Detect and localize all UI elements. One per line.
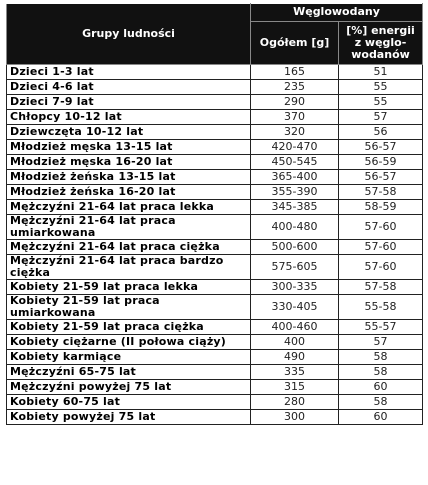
cell-population-group: Dzieci 1-3 lat <box>7 65 251 80</box>
cell-population-group: Młodzież męska 16-20 lat <box>7 155 251 170</box>
table-row <box>7 200 423 215</box>
cell-total-grams: 345-385 <box>251 200 339 215</box>
cell-population-group: Chłopcy 10-12 lat <box>7 110 251 125</box>
header-energy-percent: [%] energii z węglo-wodanów <box>339 21 423 64</box>
cell-energy-percent: 58 <box>339 365 423 380</box>
cell-total-grams: 280 <box>251 395 339 410</box>
cell-population-group: Mężczyźni powyżej 75 lat <box>7 380 251 395</box>
cell-population-group: Kobiety 21-59 lat praca ciężka <box>7 320 251 335</box>
cell-energy-percent: 58-59 <box>339 200 423 215</box>
cell-total-grams: 575-605 <box>251 255 339 280</box>
cell-total-grams: 400 <box>251 335 339 350</box>
cell-energy-percent: 57-58 <box>339 280 423 295</box>
cell-population-group: Kobiety ciężarne (II połowa ciąży) <box>7 335 251 350</box>
cell-energy-percent: 57-60 <box>339 240 423 255</box>
cell-energy-percent: 55 <box>339 80 423 95</box>
cell-energy-percent: 56-59 <box>339 155 423 170</box>
cell-population-group: Kobiety powyżej 75 lat <box>7 410 251 425</box>
cell-total-grams: 300 <box>251 410 339 425</box>
cell-population-group: Mężczyźni 21-64 lat praca ciężka <box>7 240 251 255</box>
cell-total-grams: 235 <box>251 80 339 95</box>
cell-energy-percent: 57 <box>339 110 423 125</box>
cell-population-group: Kobiety 21-59 lat praca lekka <box>7 280 251 295</box>
table-row <box>7 65 423 80</box>
header-carbohydrates: Węglowodany <box>251 4 423 22</box>
table-row <box>7 365 423 380</box>
cell-total-grams: 400-460 <box>251 320 339 335</box>
cell-population-group: Mężczyźni 21-64 lat praca umiarkowana <box>7 215 251 240</box>
table-body <box>7 65 423 425</box>
table-row <box>7 140 423 155</box>
cell-energy-percent: 58 <box>339 350 423 365</box>
table-row <box>7 295 423 320</box>
cell-total-grams: 165 <box>251 65 339 80</box>
cell-total-grams: 335 <box>251 365 339 380</box>
table-row <box>7 95 423 110</box>
table-row <box>7 155 423 170</box>
cell-population-group: Młodzież męska 13-15 lat <box>7 140 251 155</box>
table-row <box>7 410 423 425</box>
table-row <box>7 255 423 280</box>
cell-total-grams: 420-470 <box>251 140 339 155</box>
cell-total-grams: 365-400 <box>251 170 339 185</box>
cell-total-grams: 450-545 <box>251 155 339 170</box>
cell-energy-percent: 57 <box>339 335 423 350</box>
cell-energy-percent: 57-58 <box>339 185 423 200</box>
cell-total-grams: 315 <box>251 380 339 395</box>
cell-population-group: Dzieci 4-6 lat <box>7 80 251 95</box>
header-total-grams: Ogółem [g] <box>251 21 339 64</box>
table-row <box>7 185 423 200</box>
cell-energy-percent: 55-58 <box>339 295 423 320</box>
cell-total-grams: 370 <box>251 110 339 125</box>
cell-energy-percent: 60 <box>339 380 423 395</box>
table-row <box>7 280 423 295</box>
carbohydrate-norms-table <box>6 3 423 425</box>
table-row <box>7 335 423 350</box>
cell-population-group: Mężczyźni 21-64 lat praca lekka <box>7 200 251 215</box>
cell-total-grams: 290 <box>251 95 339 110</box>
cell-energy-percent: 57-60 <box>339 255 423 280</box>
cell-population-group: Mężczyźni 65-75 lat <box>7 365 251 380</box>
cell-total-grams: 500-600 <box>251 240 339 255</box>
cell-population-group: Dziewczęta 10-12 lat <box>7 125 251 140</box>
cell-energy-percent: 51 <box>339 65 423 80</box>
cell-energy-percent: 56-57 <box>339 140 423 155</box>
table-row <box>7 380 423 395</box>
table-row <box>7 170 423 185</box>
cell-energy-percent: 56-57 <box>339 170 423 185</box>
cell-energy-percent: 57-60 <box>339 215 423 240</box>
cell-population-group: Kobiety karmiące <box>7 350 251 365</box>
cell-total-grams: 355-390 <box>251 185 339 200</box>
table-row <box>7 125 423 140</box>
header-population-groups: Grupy ludności <box>7 4 251 65</box>
cell-energy-percent: 55 <box>339 95 423 110</box>
table-row <box>7 395 423 410</box>
table-row <box>7 110 423 125</box>
cell-energy-percent: 60 <box>339 410 423 425</box>
cell-total-grams: 300-335 <box>251 280 339 295</box>
cell-population-group: Kobiety 21-59 lat praca umiarkowana <box>7 295 251 320</box>
table-row <box>7 215 423 240</box>
cell-total-grams: 330-405 <box>251 295 339 320</box>
table-header <box>7 4 423 65</box>
cell-total-grams: 400-480 <box>251 215 339 240</box>
table-row <box>7 320 423 335</box>
cell-energy-percent: 58 <box>339 395 423 410</box>
cell-population-group: Młodzież żeńska 13-15 lat <box>7 170 251 185</box>
cell-population-group: Dzieci 7-9 lat <box>7 95 251 110</box>
cell-population-group: Młodzież żeńska 16-20 lat <box>7 185 251 200</box>
cell-total-grams: 490 <box>251 350 339 365</box>
cell-population-group: Kobiety 60-75 lat <box>7 395 251 410</box>
cell-total-grams: 320 <box>251 125 339 140</box>
cell-population-group: Mężczyźni 21-64 lat praca bardzo ciężka <box>7 255 251 280</box>
table-row <box>7 80 423 95</box>
table-row <box>7 350 423 365</box>
table-row <box>7 240 423 255</box>
cell-energy-percent: 55-57 <box>339 320 423 335</box>
cell-energy-percent: 56 <box>339 125 423 140</box>
